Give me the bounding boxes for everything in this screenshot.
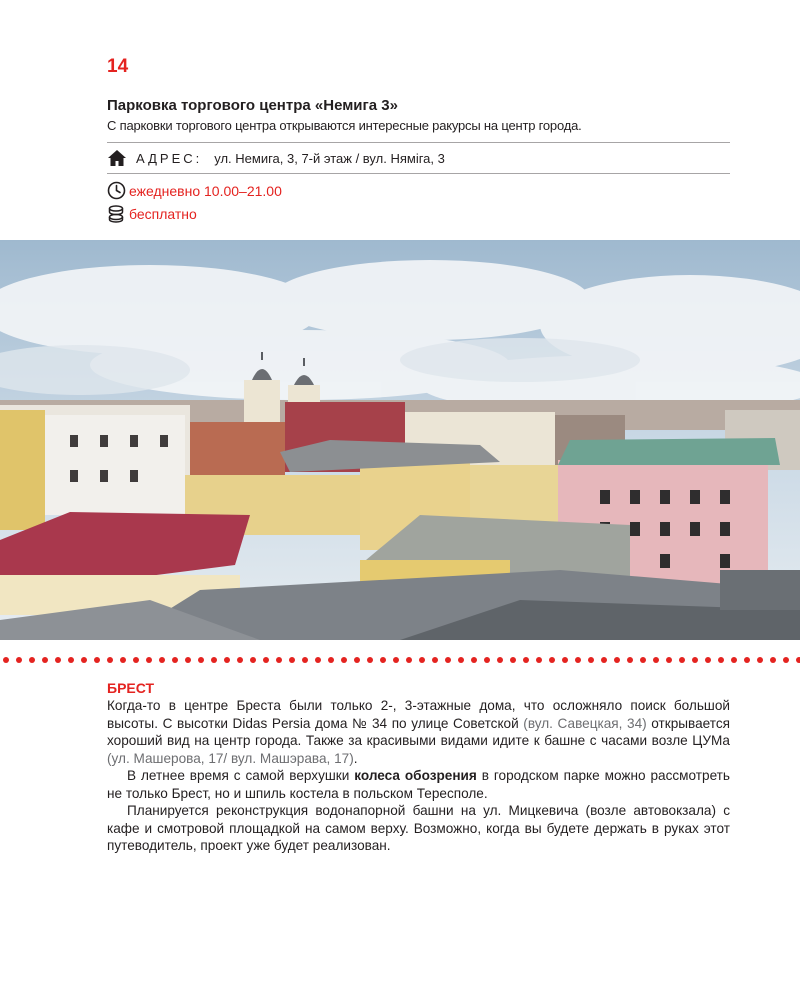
divider-dot (315, 657, 321, 663)
coins-icon (107, 204, 126, 223)
divider-dot (393, 657, 399, 663)
divider-dot (796, 657, 800, 663)
divider-dot (341, 657, 347, 663)
divider-dot (510, 657, 516, 663)
entry-title: Парковка торгового центра «Немига 3» (107, 97, 398, 114)
paragraph-2 (107, 767, 730, 802)
divider-dot (55, 657, 61, 663)
divider-dot (354, 657, 360, 663)
divider-dot (575, 657, 581, 663)
divider-dot (367, 657, 373, 663)
paragraph-2-text-2: в городском парке можно рассмотреть не только Брест, но и шпиль костела в польском Тересполе. (107, 768, 730, 801)
divider-dot (3, 657, 9, 663)
divider-dot (211, 657, 217, 663)
divider-dot (471, 657, 477, 663)
divider-dot (536, 657, 542, 663)
divider-dot (640, 657, 646, 663)
divider-dot (172, 657, 178, 663)
paragraph-3: Планируется реконструкция водонапорной башни на ул. Мицкевича (возле автовокзала) с кафе и смотровой площадкой на самом верху. Возможно, когда вы будете держать в руках этот путеводитель, проект уже будет реализован. (107, 803, 730, 853)
divider-dot (549, 657, 555, 663)
divider-dot (302, 657, 308, 663)
city-rooftops-photo (0, 240, 800, 640)
house-icon (107, 149, 127, 167)
divider-dot (614, 657, 620, 663)
divider-dot (29, 657, 35, 663)
page-number: 14 (107, 56, 129, 77)
clock-icon (107, 181, 126, 200)
paragraph-1 (107, 697, 730, 767)
divider-dot (263, 657, 269, 663)
divider-dot (497, 657, 503, 663)
paragraph-2-text: В летнее время с самой верхушки (127, 768, 355, 783)
price-text: бесплатно (129, 205, 197, 222)
divider-dot (289, 657, 295, 663)
divider-dot (276, 657, 282, 663)
divider-dot (237, 657, 243, 663)
divider-dot (445, 657, 451, 663)
divider-dot (653, 657, 659, 663)
address-ref: (вул. Савецкая, 34) (523, 715, 647, 731)
divider-dot (770, 657, 776, 663)
divider-dot (744, 657, 750, 663)
ferris-wheel-highlight: колеса обозрения (354, 768, 477, 783)
divider-dot (120, 657, 126, 663)
divider-dot (380, 657, 386, 663)
section-heading: БРЕСТ (107, 680, 155, 696)
price-row (107, 204, 197, 223)
entry-description: С парковки торгового центра открываются интересные ракурсы на центр города. (107, 118, 582, 133)
divider-dot (185, 657, 191, 663)
address-row (107, 147, 445, 169)
divider-dot (133, 657, 139, 663)
divider-dot (68, 657, 74, 663)
divider-dot (81, 657, 87, 663)
divider-dot (224, 657, 230, 663)
divider-dot (159, 657, 165, 663)
divider-dot (198, 657, 204, 663)
divider-dot (42, 657, 48, 663)
divider-dot (94, 657, 100, 663)
divider-dot (601, 657, 607, 663)
divider-dot (627, 657, 633, 663)
address-ref-2: (ул. Машерова, 17/ вул. Машэрава, 17) (107, 750, 354, 766)
divider-dot (718, 657, 724, 663)
hours-text: ежедневно 10.00–21.00 (129, 182, 282, 199)
divider-dot (692, 657, 698, 663)
divider-dot (783, 657, 789, 663)
divider-dot (757, 657, 763, 663)
divider-dot (328, 657, 334, 663)
divider-dot (146, 657, 152, 663)
divider-dot (458, 657, 464, 663)
divider-dot (107, 657, 113, 663)
divider-line-top (107, 142, 730, 143)
paragraph-1-text: Когда-то в центре Бреста были только 2-, 3-этажные дома, что осложняло поиск большой высоты. С высотки Didas Persia дома № 34 по улице Советской (107, 698, 730, 731)
divider-dot (523, 657, 529, 663)
divider-dot (705, 657, 711, 663)
divider-dot (406, 657, 412, 663)
divider-dot (16, 657, 22, 663)
divider-dot (250, 657, 256, 663)
divider-line-bottom (107, 173, 730, 174)
divider-dot (588, 657, 594, 663)
divider-dot (562, 657, 568, 663)
divider-dot (666, 657, 672, 663)
divider-dot (432, 657, 438, 663)
divider-dot (731, 657, 737, 663)
paragraph-1-end: . (353, 750, 358, 766)
divider-dot (679, 657, 685, 663)
address-text: ул. Немига, 3, 7-й этаж / вул. Няміга, 3 (214, 150, 445, 166)
divider-dot (419, 657, 425, 663)
divider-dot (484, 657, 490, 663)
address-label: АДРЕС: (136, 150, 203, 166)
dotted-divider (0, 654, 800, 666)
section-body (107, 697, 730, 855)
hours-row (107, 181, 282, 200)
paragraph-1-text-2: открывается хороший вид на центр города. Также за красивыми видами идите к башне с часами возле ЦУМа (107, 715, 731, 748)
